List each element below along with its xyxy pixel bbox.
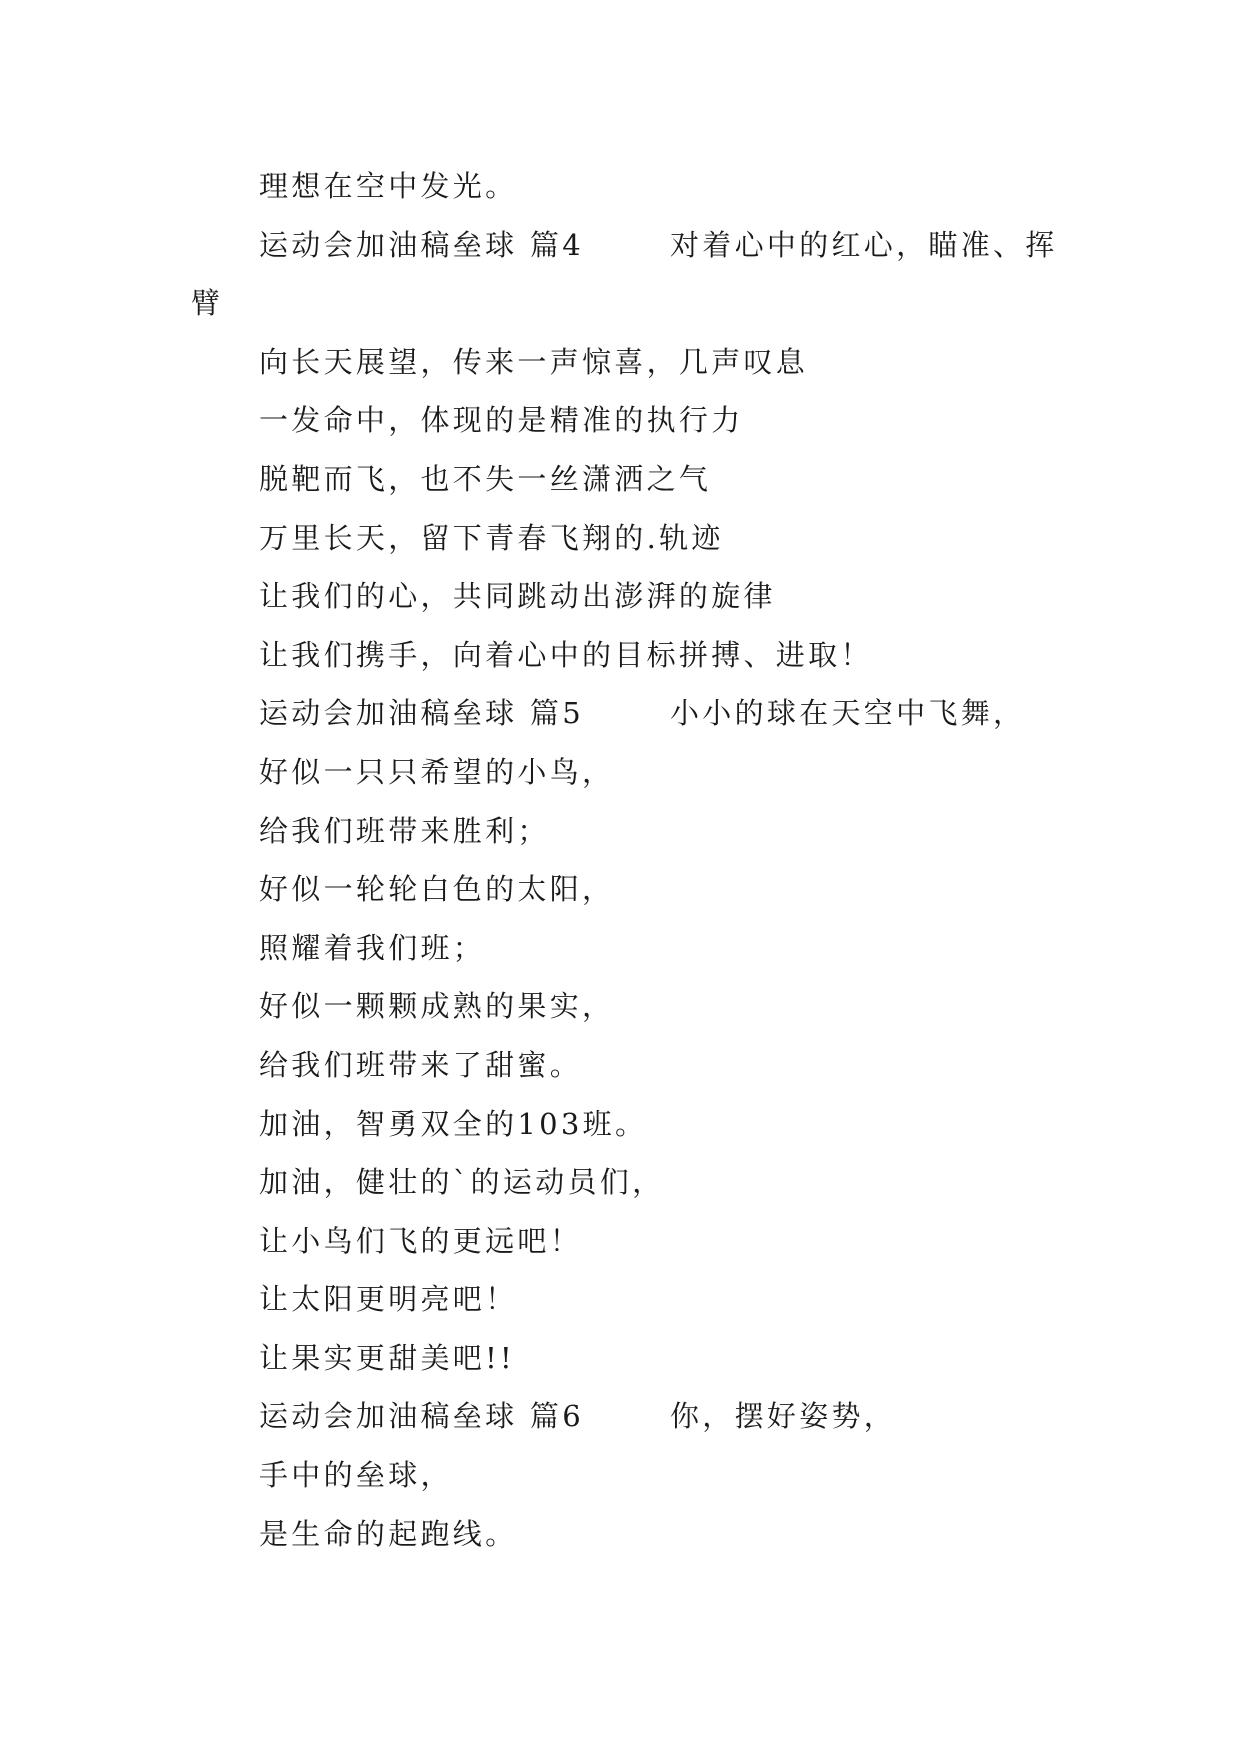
line-text: 给我们班带来胜利；: [259, 813, 550, 848]
text-line: [0, 1270, 1241, 1329]
text-line: [0, 1505, 1241, 1564]
line-text: 对着心中的红心，瞄准、挥: [670, 227, 1058, 262]
line-text: 小小的球在天空中飞舞，: [670, 696, 1026, 731]
line-text: 臂: [191, 286, 224, 321]
text-line: [0, 626, 1241, 685]
section-heading: 运动会加油稿垒球 篇6: [259, 1399, 584, 1434]
text-line: [0, 743, 1241, 802]
line-text: 万里长天，留下青春飞翔的.轨迹: [259, 520, 724, 555]
text-line: [0, 1153, 1241, 1212]
line-text: 理想在空中发光。: [259, 169, 518, 203]
text-line: [0, 1036, 1241, 1095]
line-text: 让我们携手，向着心中的目标拼搏、进取！: [259, 637, 873, 672]
text-line: [0, 333, 1241, 392]
line-text: 让我们的心，共同跳动出澎湃的旋律: [259, 579, 776, 614]
text-line: [0, 567, 1241, 626]
line-text: 是生命的起跑线。: [259, 1516, 518, 1551]
text-line: [0, 1212, 1241, 1271]
line-text: 让果实更甜美吧!!: [259, 1340, 516, 1375]
line-text: 加油，智勇双全的103班。: [259, 1106, 648, 1141]
section-heading-line: [0, 684, 1241, 743]
text-line: [0, 919, 1241, 978]
section-heading-line: [0, 216, 1241, 275]
line-text: 你，摆好姿势，: [670, 1399, 897, 1434]
line-text: 加油，健壮的`的运动员们，: [259, 1165, 665, 1200]
text-line: [0, 274, 1241, 333]
text-line: [0, 509, 1241, 568]
section-heading: 运动会加油稿垒球 篇4: [259, 227, 584, 262]
text-line: [0, 1329, 1241, 1388]
text-line: [0, 450, 1241, 509]
line-text: 脱靶而飞，也不失一丝潇洒之气: [259, 461, 712, 496]
section-heading-line: [0, 1387, 1241, 1446]
text-line: [0, 1095, 1241, 1154]
document-page: [0, 157, 1241, 1563]
line-text: 让小鸟们飞的更远吧！: [259, 1223, 583, 1258]
line-text: 好似一颗颗成熟的果实，: [259, 989, 615, 1024]
line-text: 向长天展望，传来一声惊喜，几声叹息: [259, 344, 809, 379]
text-line: [0, 977, 1241, 1036]
text-line: [0, 1446, 1241, 1505]
section-heading: 运动会加油稿垒球 篇5: [259, 696, 584, 731]
text-line: [0, 157, 1241, 216]
line-text: 照耀着我们班；: [259, 930, 486, 965]
line-text: 好似一轮轮白色的太阳，: [259, 872, 615, 907]
line-text: 让太阳更明亮吧！: [259, 1282, 518, 1317]
text-line: [0, 860, 1241, 919]
line-text: 一发命中，体现的是精准的执行力: [259, 403, 744, 438]
text-line: [0, 391, 1241, 450]
text-line: [0, 802, 1241, 861]
line-text: 好似一只只希望的小鸟，: [259, 754, 615, 789]
line-text: 手中的垒球，: [259, 1458, 453, 1493]
line-text: 给我们班带来了甜蜜。: [259, 1047, 583, 1082]
